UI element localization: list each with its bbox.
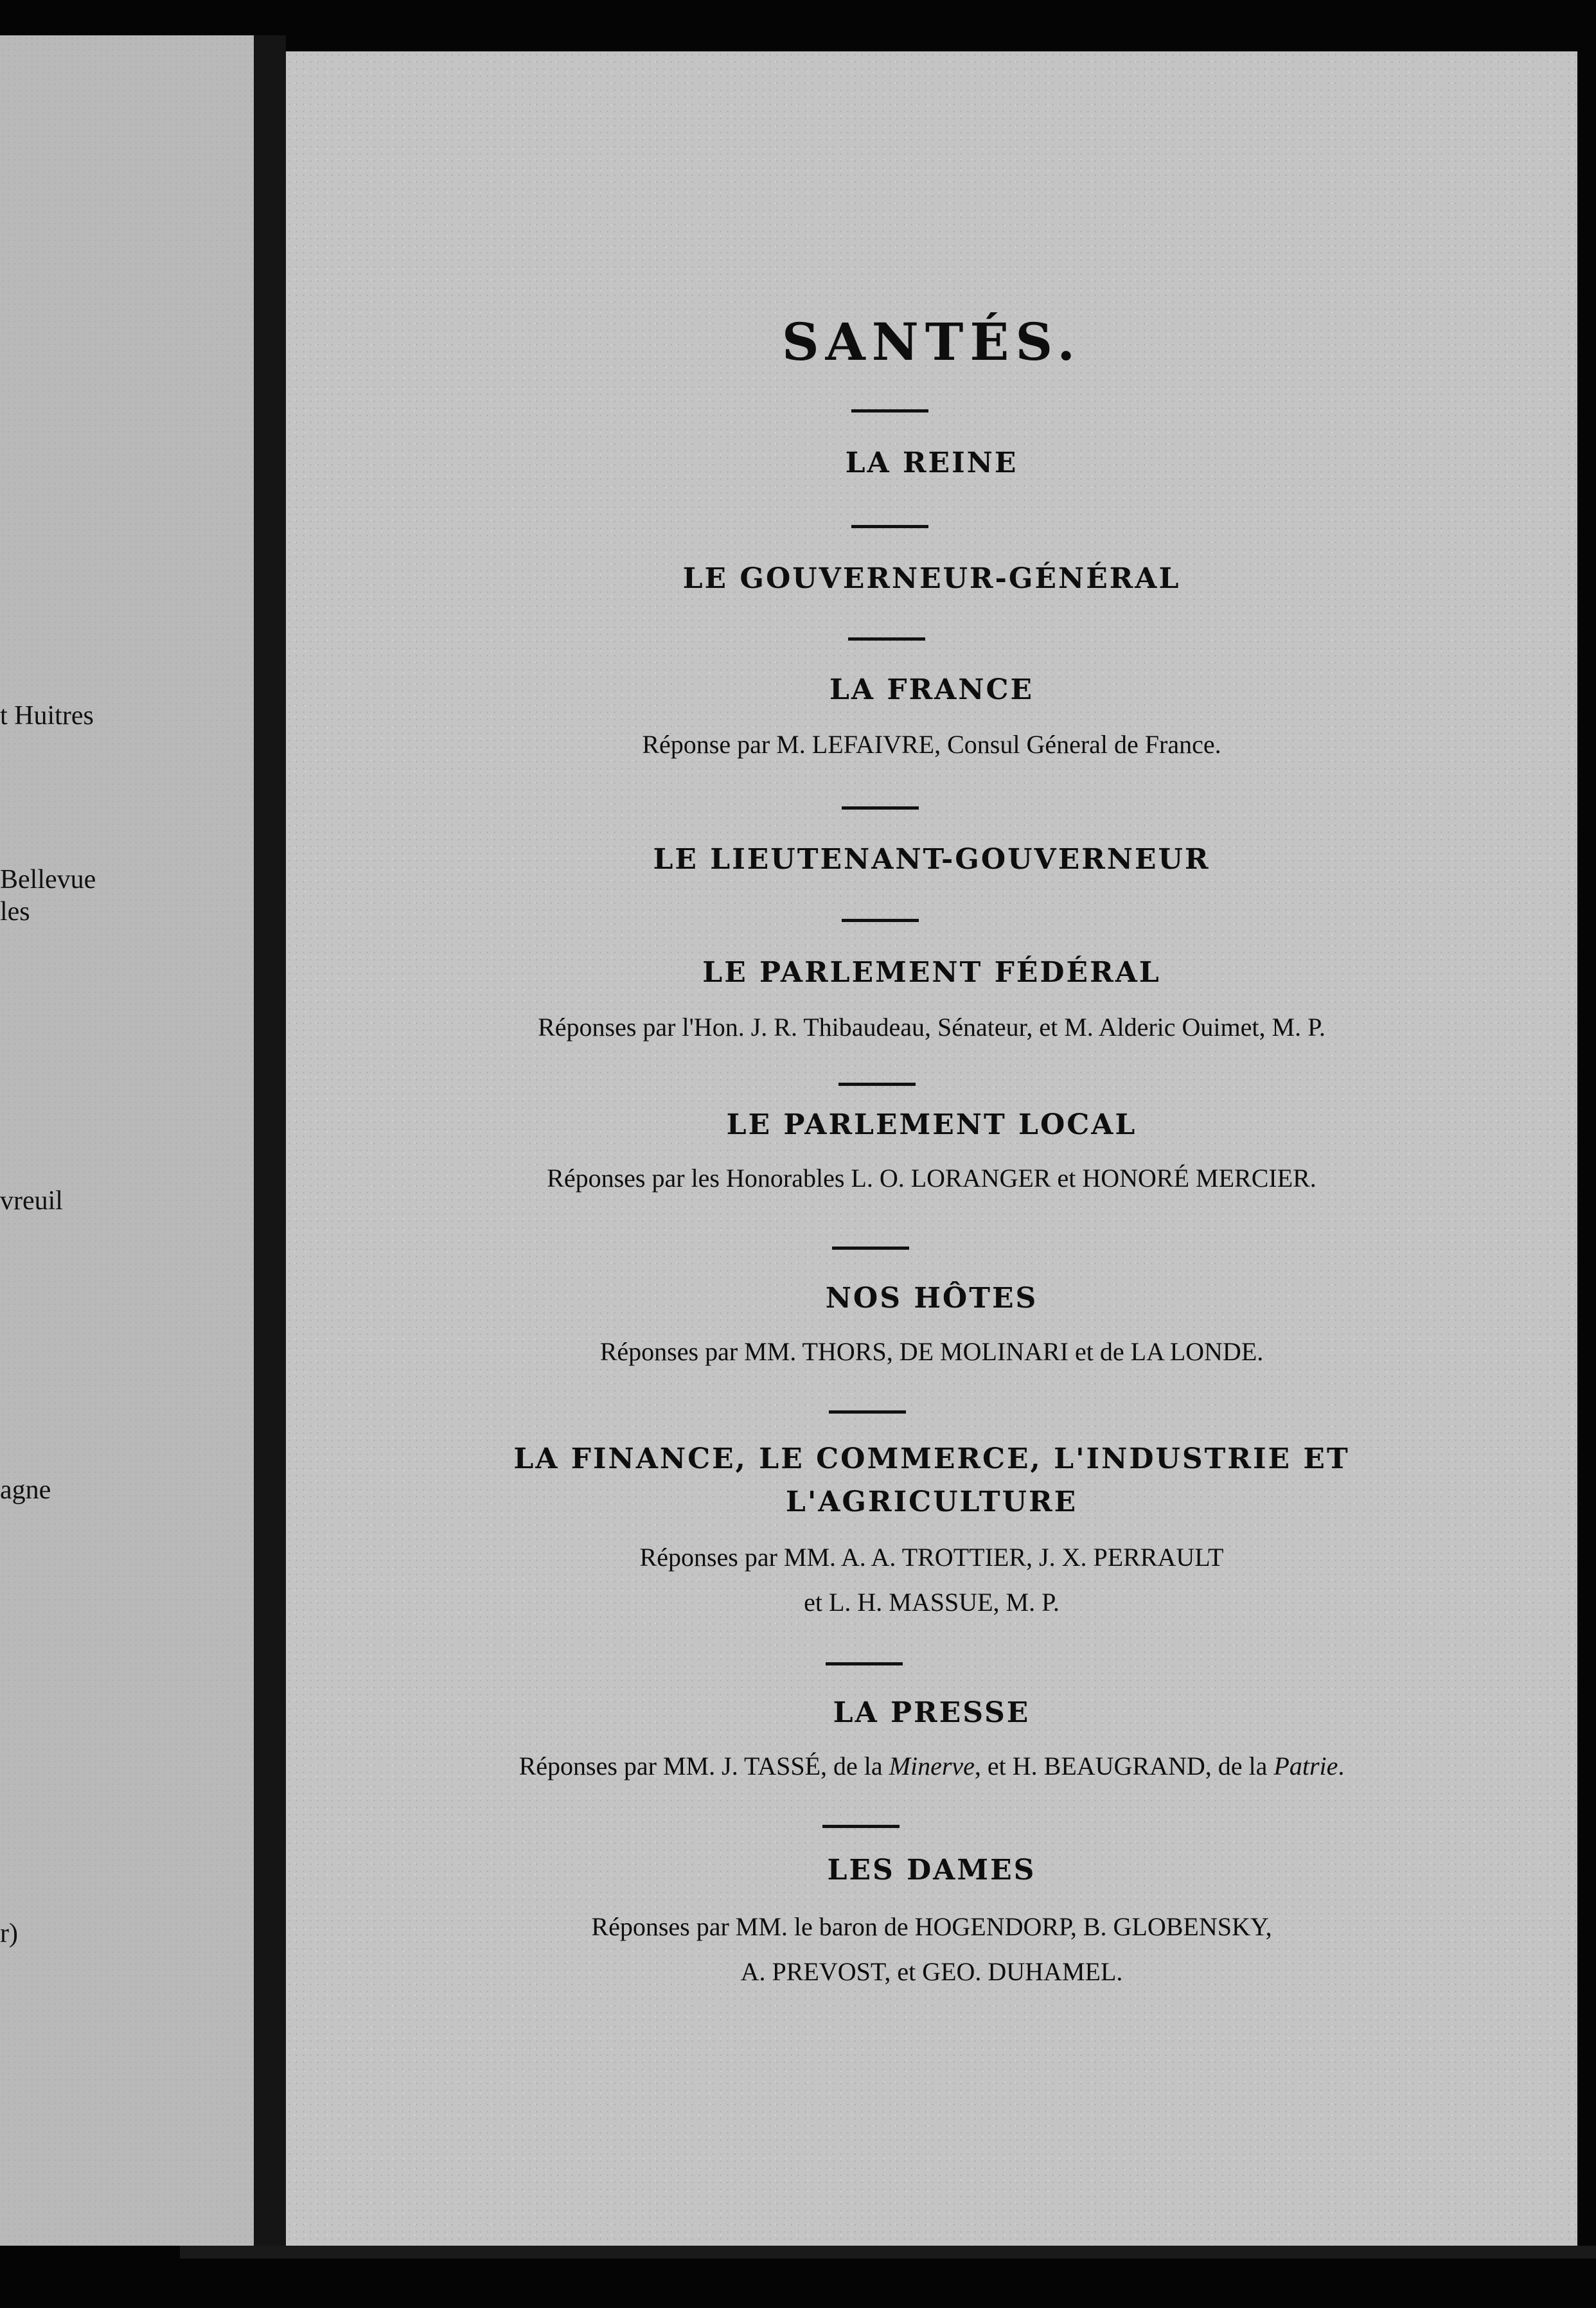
divider [826, 1662, 903, 1665]
divider [851, 525, 928, 528]
reply-text: Réponses par MM. J. TASSÉ, de la [519, 1752, 889, 1780]
divider [842, 919, 919, 922]
toast-heading-presse: LA PRESSE [833, 1696, 1031, 1729]
toast-reply-parlement-local: Réponses par les Honorables L. O. LORANGER et HONORÉ MERCIER. [547, 1164, 1317, 1193]
toast-heading-gouverneur: LE GOUVERNEUR-GÉNÉRAL [682, 562, 1181, 595]
divider [832, 1247, 909, 1250]
reply-text: . [1338, 1752, 1345, 1780]
toast-heading-reine: LA REINE [845, 447, 1018, 479]
divider [851, 409, 928, 413]
divider [829, 1410, 906, 1414]
page-bottom-edge [180, 2246, 1596, 2259]
toast-heading-hotes: NOS HÔTES [825, 1282, 1038, 1315]
toast-heading-parlement-local: LE PARLEMENT LOCAL [726, 1108, 1137, 1141]
left-page-text: agne [0, 1475, 51, 1505]
left-page-text: r) [0, 1919, 18, 1948]
toast-reply-dames-line-2: A. PREVOST, et GEO. DUHAMEL. [740, 1957, 1123, 1986]
newspaper-name: Minerve [889, 1752, 975, 1780]
left-page-fragment [0, 35, 254, 2246]
toast-list-page [286, 51, 1577, 2249]
toast-reply-parlement-federal: Réponses par l'Hon. J. R. Thibaudeau, Sénateur, et M. Alderic Ouimet, M. P. [538, 1013, 1326, 1042]
page-title: SANTÉS. [781, 312, 1082, 372]
left-page-text: vreuil [0, 1186, 63, 1216]
toast-reply-finance-line-2: et L. H. MASSUE, M. P. [804, 1588, 1060, 1617]
divider [822, 1825, 900, 1828]
newspaper-name: Patrie [1273, 1752, 1338, 1780]
divider [842, 806, 919, 810]
left-page-text: les [0, 897, 30, 927]
toast-heading-france: LA FRANCE [829, 673, 1034, 706]
book-spine [254, 35, 286, 2259]
toast-reply-france: Réponse par M. LEFAIVRE, Consul Géneral de France. [642, 730, 1221, 759]
toast-heading-dames: LES DAMES [827, 1854, 1036, 1886]
toast-heading-parlement-federal: LE PARLEMENT FÉDÉRAL [702, 956, 1161, 989]
toast-heading-finance-line-1: LA FINANCE, LE COMMERCE, L'INDUSTRIE ET [513, 1442, 1350, 1475]
left-page-text: Bellevue [0, 865, 96, 894]
toast-heading-finance-line-2: L'AGRICULTURE [785, 1486, 1078, 1518]
reply-text: , et H. BEAUGRAND, de la [974, 1752, 1274, 1780]
divider [838, 1083, 916, 1086]
toast-reply-hotes: Réponses par MM. THORS, DE MOLINARI et de LA LONDE. [599, 1337, 1264, 1366]
toast-reply-finance-line-1: Réponses par MM. A. A. TROTTIER, J. X. PERRAULT [639, 1543, 1224, 1572]
toast-reply-presse [286, 1751, 1577, 1781]
left-page-text: t Huitres [0, 701, 94, 731]
toast-reply-dames-line-1: Réponses par MM. le baron de HOGENDORP, B. GLOBENSKY, [591, 1912, 1272, 1941]
toast-heading-lieutenant: LE LIEUTENANT-GOUVERNEUR [653, 843, 1210, 876]
divider [848, 637, 925, 641]
